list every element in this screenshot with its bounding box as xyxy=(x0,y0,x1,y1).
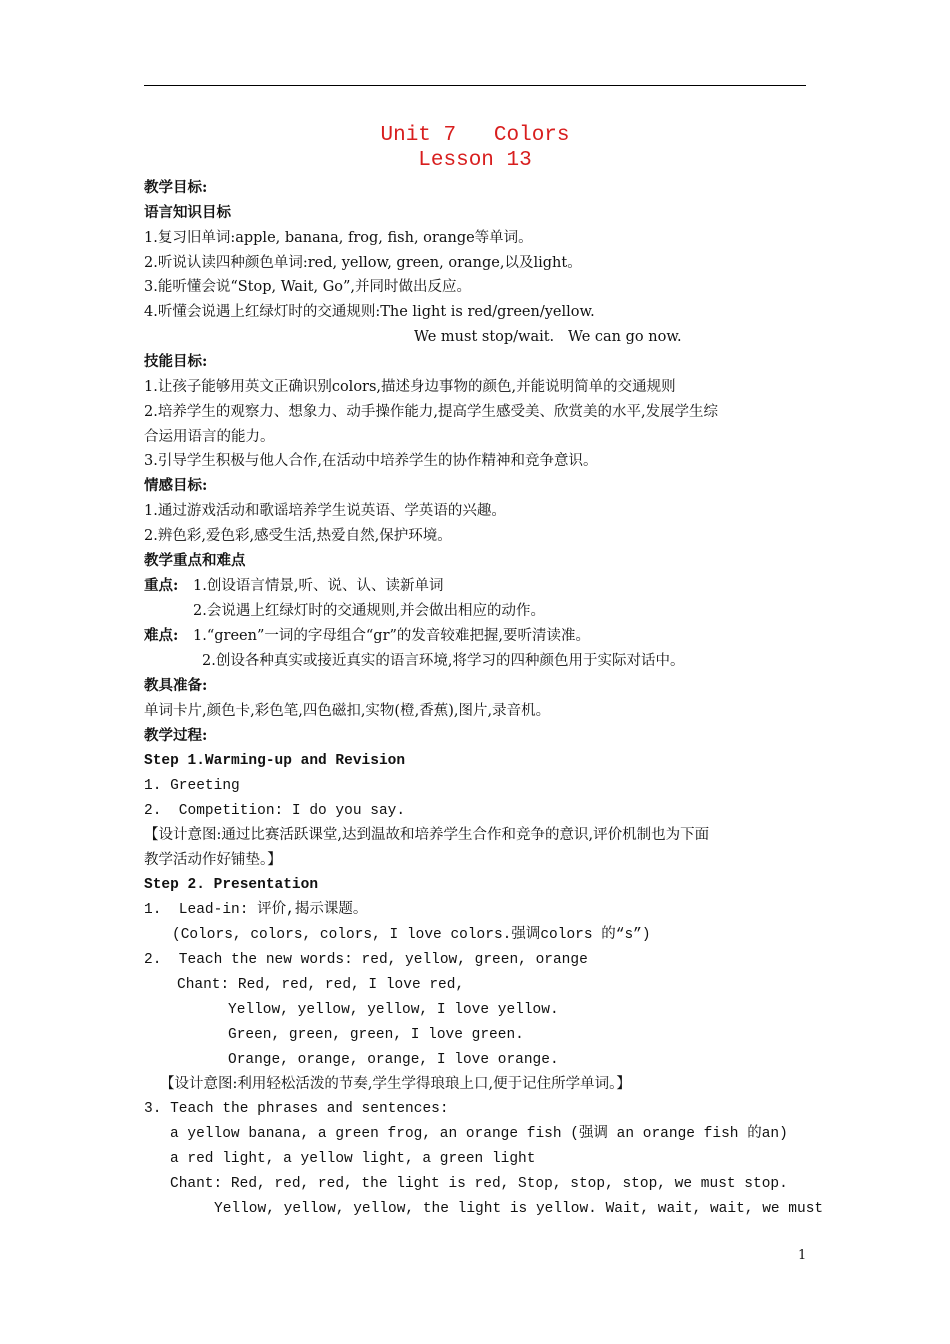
text-line: 1. Lead-in: 评价,揭示课题。 xyxy=(144,902,368,918)
text-line: 1.创设语言情景,听、说、认、读新单词 xyxy=(193,578,444,594)
text-line: 1.复习旧单词:apple, banana, frog, fish, orange等单词。 xyxy=(144,230,533,246)
heading-skill-goals: 技能目标: xyxy=(144,353,208,370)
text-line: 1.“green”一词的字母组合“gr”的发音较难把握,要听清读准。 xyxy=(193,628,591,644)
heading-key-points: 教学重点和难点 xyxy=(144,552,246,569)
text-line: 4.听懂会说遇上红绿灯时的交通规则:The light is red/green/yellow. xyxy=(144,304,595,320)
text-line: 2.辨色彩,爱色彩,感受生活,热爱自然,保护环境。 xyxy=(144,528,452,544)
text-line: Chant: Red, red, red, I love red, xyxy=(177,977,465,993)
heading-teaching-aids: 教具准备: xyxy=(144,677,208,694)
text-line: We must stop/wait. We can go now. xyxy=(414,329,682,345)
text-line: a red light, a yellow light, a green light xyxy=(170,1151,536,1167)
page-number: 1 xyxy=(798,1248,807,1263)
text-line: 3.引导学生积极与他人合作,在活动中培养学生的协作精神和竞争意识。 xyxy=(144,453,598,469)
text-line: 1. Greeting xyxy=(144,778,240,794)
unit-title: Unit 7 Colors xyxy=(380,124,570,147)
text-line: 单词卡片,颜色卡,彩色笔,四色磁扣,实物(橙,香蕉),图片,录音机。 xyxy=(144,703,551,719)
text-line: 2.创设各种真实或接近真实的语言环境,将学习的四种颜色用于实际对话中。 xyxy=(202,653,685,669)
text-line: Chant: Red, red, red, the light is red, Stop, stop, stop, we must stop. xyxy=(170,1176,788,1192)
text-line: 3. Teach the phrases and sentences: xyxy=(144,1101,449,1117)
text-line: Yellow, yellow, yellow, the light is yellow. Wait, wait, wait, we must xyxy=(214,1201,824,1217)
label-difficult-point: 难点: xyxy=(144,627,179,644)
text-line: 2.会说遇上红绿灯时的交通规则,并会做出相应的动作。 xyxy=(193,603,545,619)
heading-emotional-goals: 情感目标: xyxy=(144,477,208,494)
text-line: 教学活动作好铺垫。】 xyxy=(144,852,282,868)
text-line: 1.让孩子能够用英文正确识别colors,描述身边事物的颜色,并能说明简单的交通规则 xyxy=(144,379,676,395)
text-line: 【设计意图:通过比赛活跃课堂,达到温故和培养学生合作和竞争的意识,评价机制也为下面 xyxy=(144,827,710,843)
step-1-heading: Step 1.Warming-up and Revision xyxy=(144,753,406,769)
text-line: 2. Competition: I do you say. xyxy=(144,803,406,819)
text-line: 2.听说认读四种颜色单词:red, yellow, green, orange,以及light。 xyxy=(144,255,582,271)
text-line: a yellow banana, a green frog, an orange fish (强调 an orange fish 的an) xyxy=(170,1126,788,1142)
header-rule xyxy=(144,85,806,86)
text-line: 3.能听懂会说“Stop, Wait, Go”,并同时做出反应。 xyxy=(144,279,472,295)
heading-language-goals: 语言知识目标 xyxy=(144,204,231,221)
heading-teaching-goals: 教学目标: xyxy=(144,179,208,196)
lesson-title: Lesson 13 xyxy=(418,149,532,172)
text-line: 合运用语言的能力。 xyxy=(144,429,275,445)
text-line: 2. Teach the new words: red, yellow, green, orange xyxy=(144,952,588,968)
text-line: 【设计意图:利用轻松活泼的节奏,学生学得琅琅上口,便于记住所学单词。】 xyxy=(160,1076,631,1092)
text-line: Orange, orange, orange, I love orange. xyxy=(228,1052,559,1068)
text-line: Green, green, green, I love green. xyxy=(228,1027,524,1043)
step-2-heading: Step 2. Presentation xyxy=(144,877,319,893)
text-line: (Colors, colors, colors, I love colors.强调colors 的“s”) xyxy=(172,927,651,943)
text-line: 1.通过游戏活动和歌谣培养学生说英语、学英语的兴趣。 xyxy=(144,503,506,519)
text-line: Yellow, yellow, yellow, I love yellow. xyxy=(228,1002,559,1018)
text-line: 2.培养学生的观察力、想象力、动手操作能力,提高学生感受美、欣赏美的水平,发展学生综 xyxy=(144,404,719,420)
label-key-point: 重点: xyxy=(144,577,179,594)
heading-teaching-process: 教学过程: xyxy=(144,727,208,744)
